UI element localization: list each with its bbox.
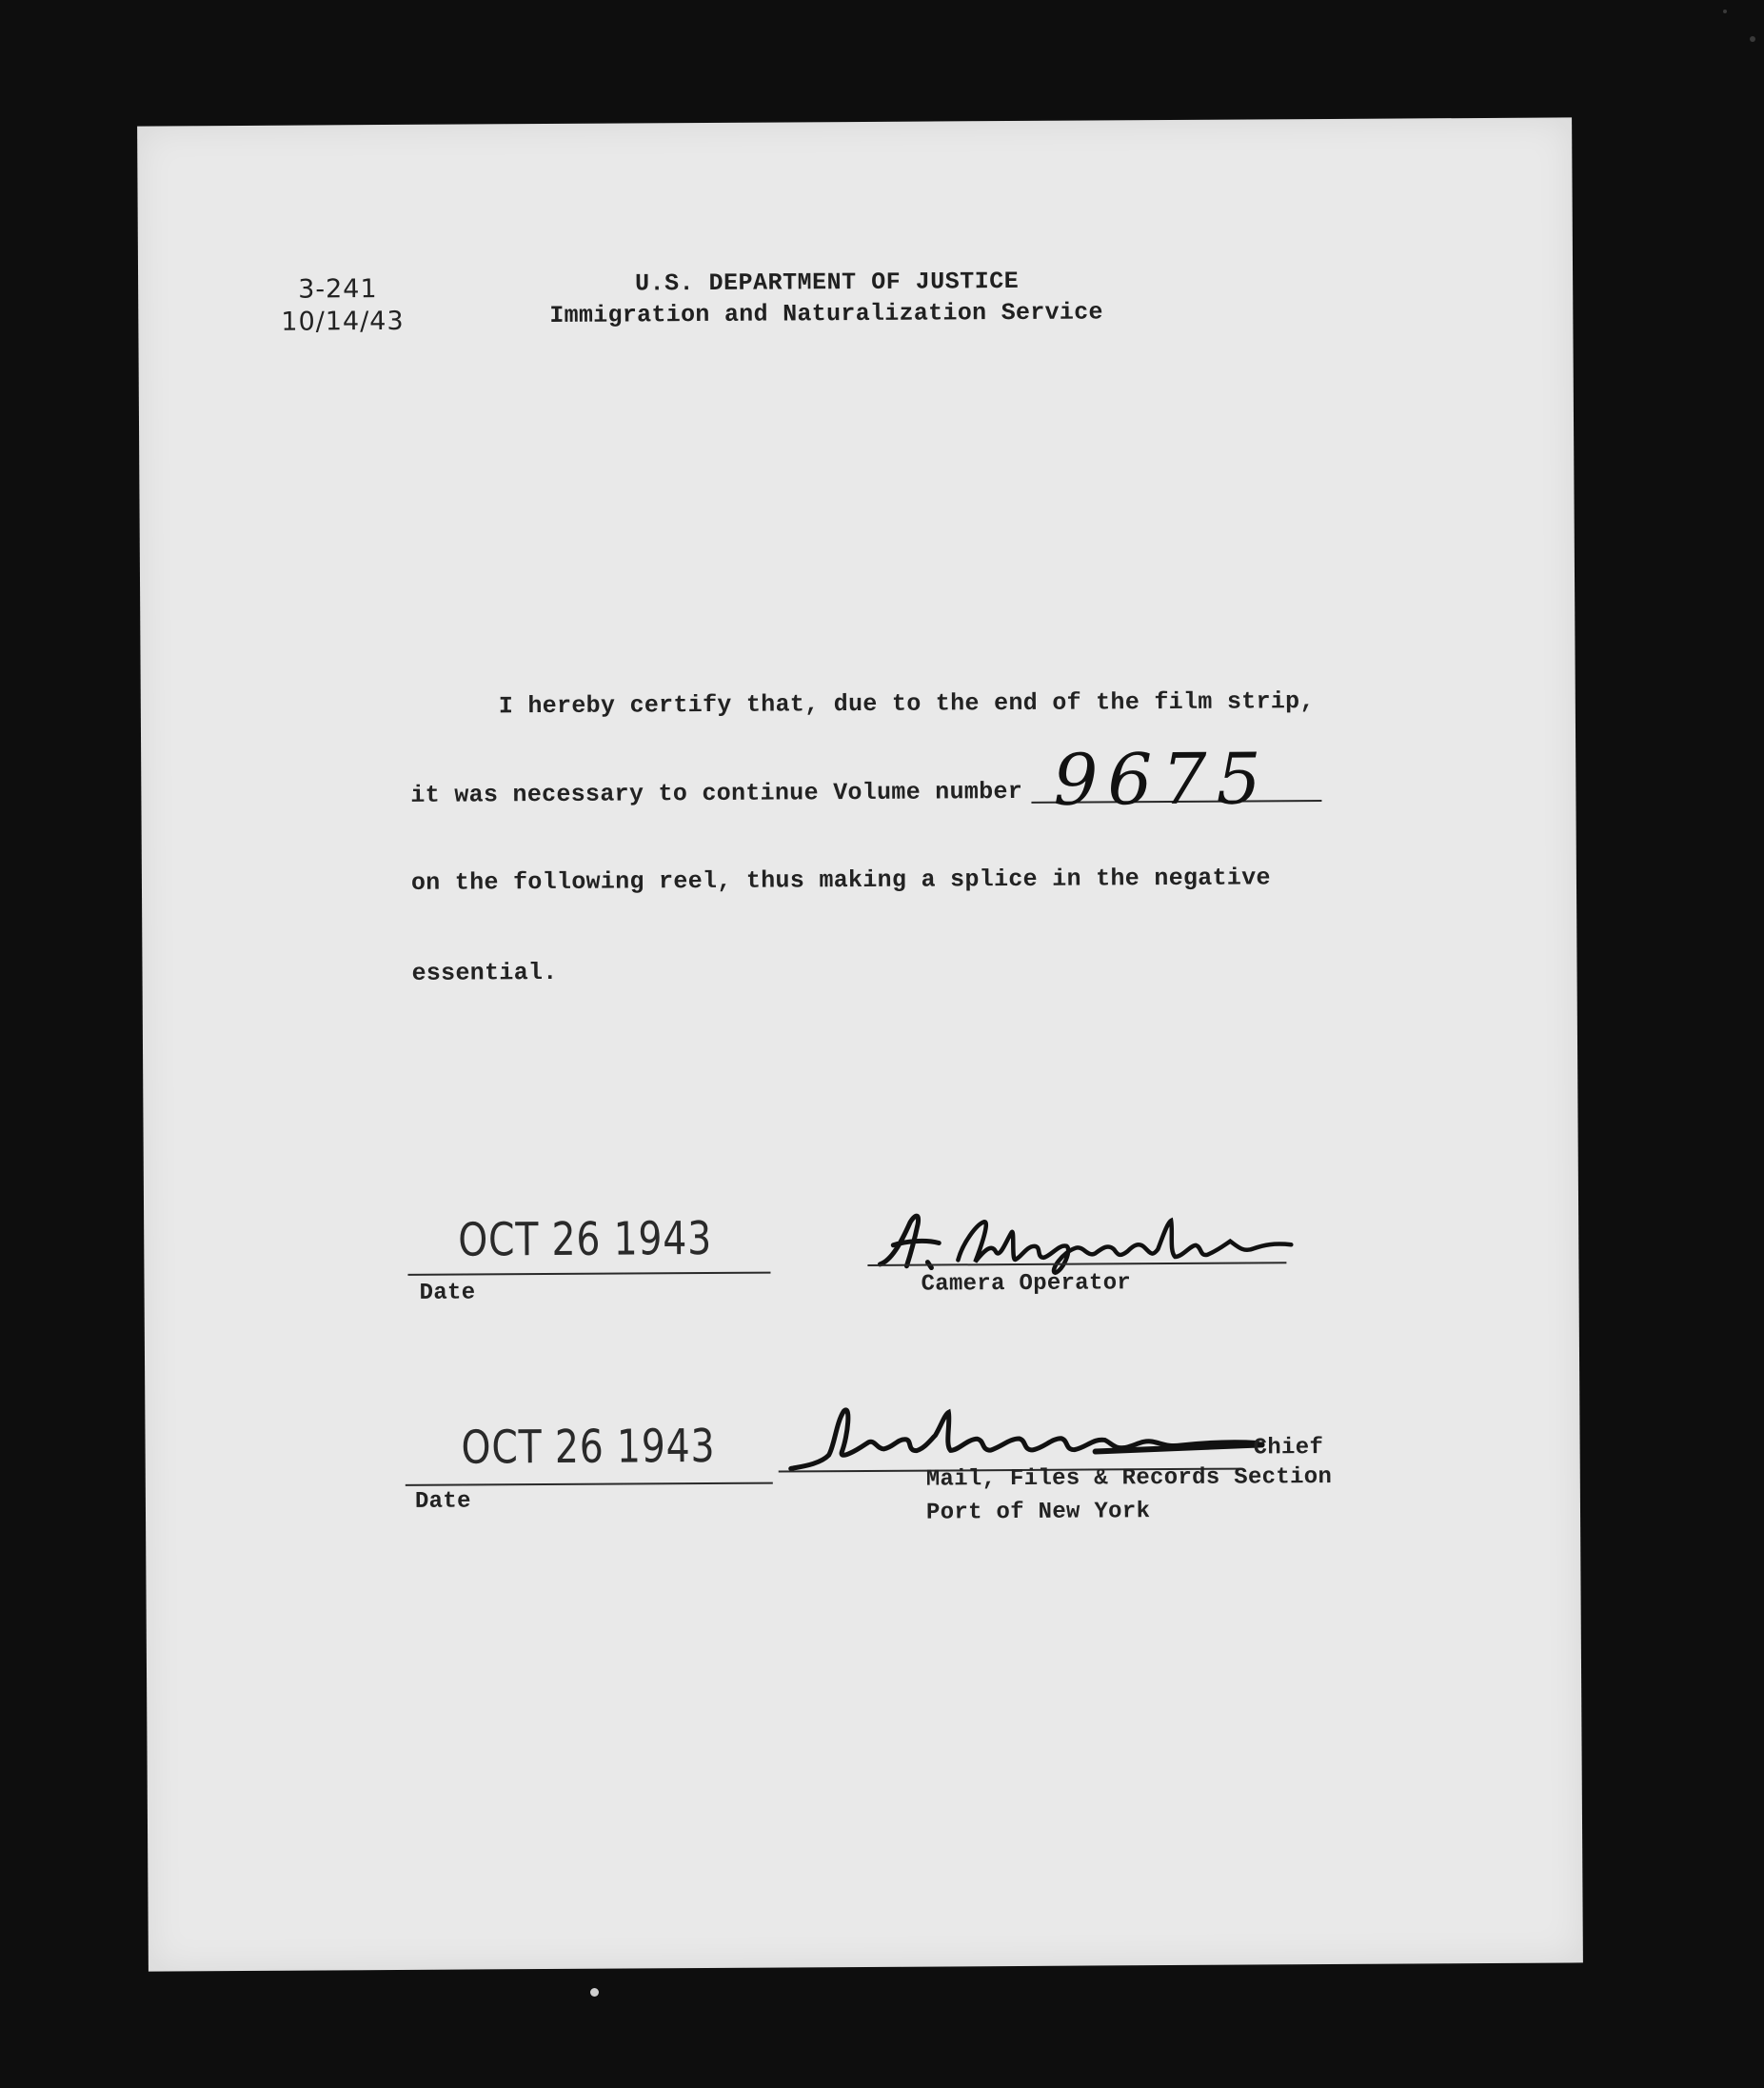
port-name: Port of New York [925, 1499, 1151, 1526]
certification-line-2: it was necessary to continue Volume number [410, 777, 1023, 809]
date-line-chief [406, 1482, 773, 1486]
camera-operator-signature [872, 1203, 1300, 1282]
date-line-camera [407, 1272, 770, 1276]
chief-title: Chief [1253, 1435, 1324, 1462]
form-revision-date: 10/14/43 [281, 306, 405, 337]
date-label-camera: Date [419, 1280, 476, 1306]
date-stamp-camera: OCT 26 1943 [458, 1211, 713, 1267]
scan-speck [590, 1988, 599, 1997]
date-label-chief: Date [414, 1488, 471, 1515]
volume-number-handwritten: 9675 [1053, 738, 1271, 822]
certification-line-4: essential. [411, 958, 558, 987]
document-page [137, 117, 1583, 1971]
certification-line-3: on the following reel, thus making a splice in the negative [410, 864, 1271, 897]
scan-speck [1723, 10, 1727, 13]
scan-speck [1750, 36, 1755, 42]
department-heading: U.S. DEPARTMENT OF JUSTICE [635, 267, 1020, 298]
camera-operator-title: Camera Operator [921, 1270, 1132, 1298]
section-name: Mail, Files & Records Section [925, 1463, 1333, 1493]
certification-line-1: I hereby certify that, due to the end of the film strip, [498, 687, 1315, 721]
date-stamp-chief: OCT 26 1943 [461, 1419, 716, 1475]
form-number: 3-241 [298, 274, 378, 305]
service-heading: Immigration and Naturalization Service [549, 298, 1103, 329]
